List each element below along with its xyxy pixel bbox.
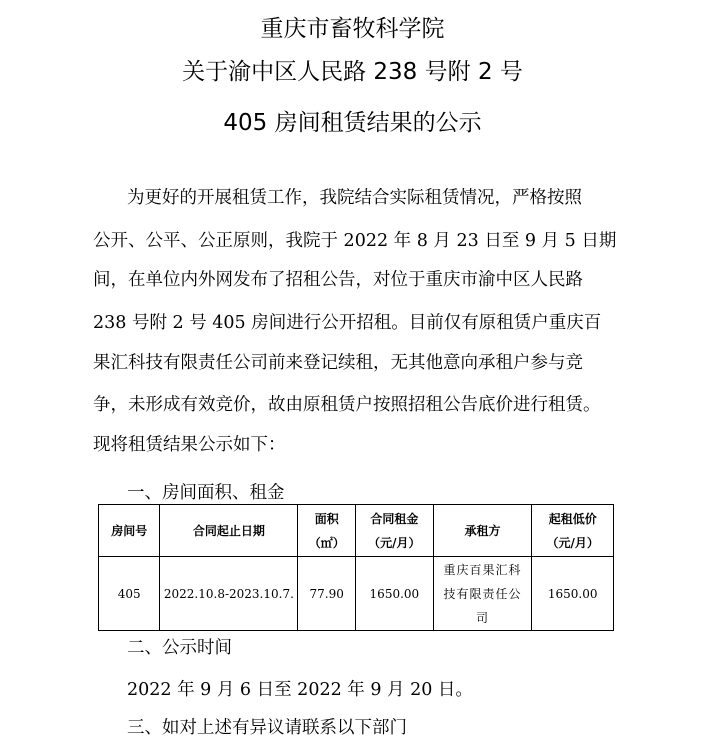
cell-area: 77.90 — [298, 557, 356, 631]
rental-table — [98, 504, 614, 631]
header-tenant: 承租方 — [433, 505, 532, 557]
body-paragraph-line: 现将租赁结果公示如下： — [93, 435, 286, 455]
cell-tenant — [433, 557, 532, 631]
cell-contract-dates: 2022.10.8-2023.10.7. — [160, 557, 298, 631]
body-paragraph-line: 果汇科技有限责任公司前来登记续租，无其他意向承租户参与竞 — [93, 353, 583, 373]
section-1-heading: 一、房间面积、租金 — [127, 483, 285, 503]
header-min-rent-label: 起租低价 — [548, 511, 597, 526]
section-3-heading: 三、如对上述有异议请联系以下部门 — [127, 718, 407, 738]
notice-period-text: 2022 年 9 月 6 日至 2022 年 9 月 20 日。 — [127, 680, 473, 700]
tenant-line: 司 — [476, 610, 490, 625]
body-paragraph-line: 间，在单位内外网发布了招租公告，对位于重庆市渝中区人民路 — [93, 270, 583, 290]
notice-title-line-2: 关于渝中区人民路 238 号附 2 号 — [182, 59, 523, 85]
table-row — [99, 557, 614, 631]
body-paragraph-line: 公开、公平、公正原则，我院于 2022 年 8 月 23 日至 9 月 5 日期 — [93, 231, 617, 251]
header-rent-label: 合同租金 — [370, 511, 419, 526]
header-area-unit: （㎡） — [308, 535, 345, 550]
header-room-no: 房间号 — [99, 505, 160, 557]
tenant-line: 技有限责任公 — [443, 586, 522, 601]
header-rent-unit: （元/月） — [368, 535, 421, 550]
notice-title-line-1: 重庆市畜牧科学院 — [260, 16, 445, 42]
section-2-heading: 二、公示时间 — [127, 638, 232, 658]
header-contract-dates: 合同起止日期 — [160, 505, 298, 557]
body-paragraph-line: 争，未形成有效竞价，故由原租赁户按照招租公告底价进行租赁。 — [93, 395, 601, 415]
body-paragraph-line: 238 号附 2 号 405 房间进行公开招租。目前仅有原租赁户重庆百 — [93, 313, 602, 333]
body-paragraph-line: 为更好的开展租赁工作，我院结合实际租赁情况，严格按照 — [127, 188, 582, 208]
cell-room-no: 405 — [99, 557, 160, 631]
header-area-label: 面积 — [314, 511, 339, 526]
header-area — [298, 505, 356, 557]
tenant-line: 重庆百果汇科 — [443, 562, 522, 577]
cell-min-rent: 1650.00 — [532, 557, 614, 631]
header-min-rent — [532, 505, 614, 557]
cell-rent: 1650.00 — [356, 557, 434, 631]
header-contract-rent — [356, 505, 434, 557]
notice-title-line-3: 405 房间租赁结果的公示 — [223, 110, 482, 136]
table-header-row — [99, 505, 614, 557]
header-min-rent-unit: （元/月） — [546, 535, 599, 550]
